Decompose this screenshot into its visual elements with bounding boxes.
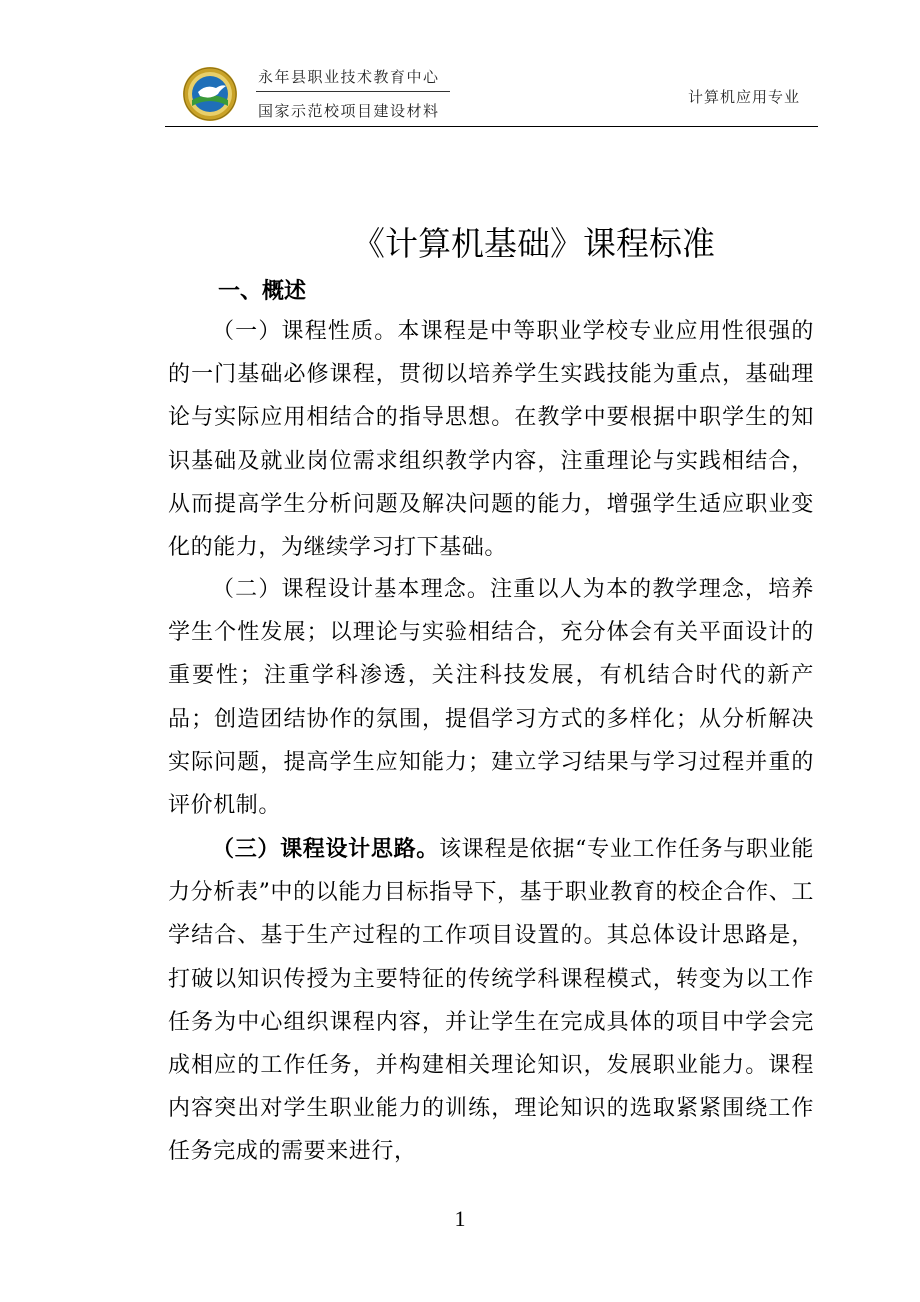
paragraph-label: （三）课程设计思路。 — [212, 836, 439, 862]
page-header — [0, 0, 920, 130]
project-name: 国家示范校项目建设材料 — [258, 102, 440, 120]
header-underline — [256, 91, 450, 92]
header-divider — [165, 126, 818, 127]
paragraph-design-philosophy — [168, 568, 814, 827]
paragraph-label: （一）课程性质。 — [212, 319, 398, 344]
organization-name: 永年县职业技术教育中心 — [258, 68, 440, 86]
document-title: 《计算机基础》课程标准 — [352, 224, 715, 263]
paragraph-text: 本课程是中等职业学校专业应用性很强的的一门基础必修课程，贯彻以培养学生实践技能为重点，基础理论与实际应用相结合的指导思想。在教学中要根据中职学生的知识基础及就业岗位需求组织教学内容，注重理论与实践相结合，从而提高学生分析问题及解决问题的能力，增强学生适应职业变化的能力，为继续学习打下基础。 — [168, 319, 814, 561]
paragraph-design-approach — [168, 828, 814, 1174]
paragraph-course-nature — [168, 310, 814, 569]
school-emblem-icon — [182, 66, 238, 122]
paragraph-text: 注重以人为本的教学理念，培养学生个性发展；以理论与实验相结合，充分体会有关平面设计的重要性；注重学科渗透，关注科技发展，有机结合时代的新产品；创造团结协作的氛围，提倡学习方式的多样化；从分析解决实际问题，提高学生应知能力；建立学习结果与学习过程并重的评价机制。 — [168, 577, 814, 819]
page-number: 1 — [454, 1206, 466, 1231]
paragraph-text: 该课程是依据“专业工作任务与职业能力分析表”中的以能力目标指导下，基于职业教育的校企合作、工学结合、基于生产过程的工作项目设置的。其总体设计思路是，打破以知识传授为主要特征的传统学科课程模式，转变为以工作任务为中心组织课程内容，并让学生在完成具体的项目中学会完成相应的工作任务，并构建相关理论知识，发展职业能力。课程内容突出对学生职业能力的训练，理论知识的选取紧紧围绕工作任务完成的需要来进行， — [168, 837, 814, 1165]
major-name: 计算机应用专业 — [688, 88, 801, 106]
section-heading: 一、概述 — [218, 279, 307, 304]
paragraph-label: （二）课程设计基本理念。 — [212, 577, 491, 602]
